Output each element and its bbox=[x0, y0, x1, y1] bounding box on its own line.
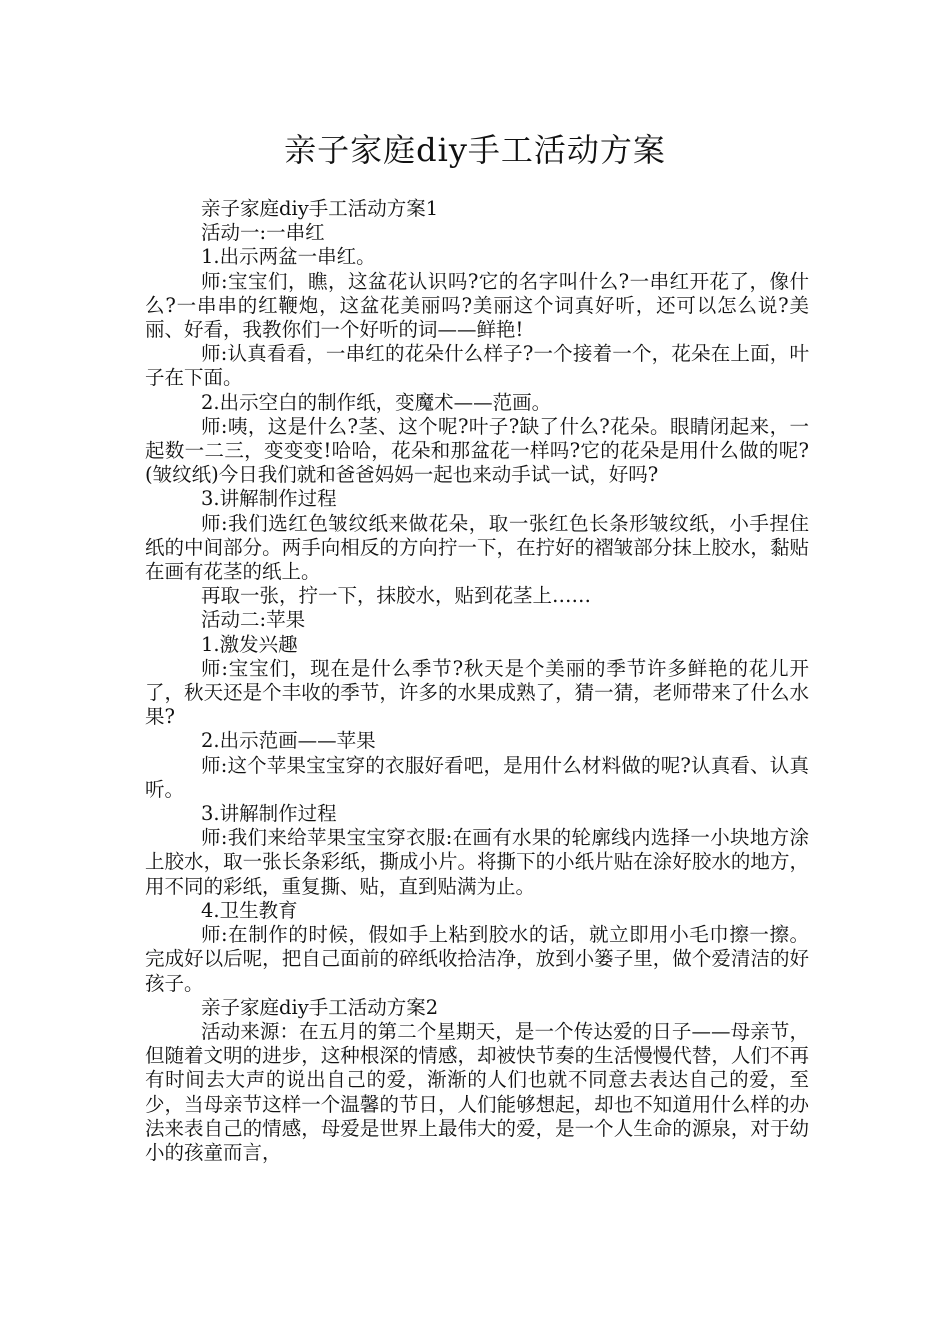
document-body bbox=[145, 197, 809, 1165]
paragraph: 再取一张，拧一下，抹胶水，贴到花茎上…… bbox=[201, 584, 592, 608]
paragraph: 师:这个苹果宝宝穿的衣服好看吧，是用什么材料做的呢?认真看、认真听。 bbox=[145, 753, 809, 801]
paragraph: 1.出示两盆一串红。 bbox=[201, 245, 376, 269]
paragraph: 师:我们来给苹果宝宝穿衣服:在画有水果的轮廓线内选择一小块地方涂上胶水，取一张长条彩纸，撕成小片。将撕下的小纸片贴在涂好胶水的地方，用不同的彩纸，重复撕、贴，直到贴满为止。 bbox=[145, 826, 809, 898]
paragraph: 2.出示空白的制作纸，变魔术——范画。 bbox=[201, 390, 552, 414]
paragraph-plan2-heading: 亲子家庭diy手工活动方案2 bbox=[201, 995, 439, 1019]
paragraph: 4.卫生教育 bbox=[201, 898, 298, 922]
paragraph: 2.出示范画——苹果 bbox=[201, 729, 376, 753]
paragraph: 师:在制作的时候，假如手上粘到胶水的话，就立即用小毛巾擦一擦。完成好以后呢，把自己面前的碎纸收拾洁净，放到小篓子里，做个爱清洁的好孩子。 bbox=[145, 923, 809, 995]
paragraph-activity1-heading: 活动一:一串红 bbox=[201, 221, 325, 245]
paragraph: 1.激发兴趣 bbox=[201, 632, 298, 656]
paragraph: 师:宝宝们，现在是什么季节?秋天是个美丽的季节许多鲜艳的花儿开了，秋天还是个丰收的季节，许多的水果成熟了，猜一猜，老师带来了什么水果? bbox=[145, 656, 809, 729]
paragraph: 3.讲解制作过程 bbox=[201, 487, 337, 511]
paragraph: 师:我们选红色皱纹纸来做花朵，取一张红色长条形皱纹纸，小手捏住纸的中间部分。两手向相反的方向拧一下，在拧好的褶皱部分抹上胶水，黏贴在画有花茎的纸上。 bbox=[145, 511, 809, 584]
paragraph-activity2-heading: 活动二:苹果 bbox=[201, 608, 306, 632]
document-title: 亲子家庭diy手工活动方案 bbox=[284, 131, 666, 169]
paragraph-plan1-heading: 亲子家庭diy手工活动方案1 bbox=[201, 197, 439, 220]
paragraph: 3.讲解制作过程 bbox=[201, 802, 337, 826]
paragraph: 师:宝宝们，瞧，这盆花认识吗?它的名字叫什么?一串红开花了，像什么?一串串的红鞭炮，这盆花美丽吗?美丽这个词真好听，还可以怎么说?美丽、好看，我教你们一个好听的词——鲜艳! bbox=[145, 269, 809, 342]
paragraph: 活动来源：在五月的第二个星期天，是一个传达爱的日子——母亲节，但随着文明的进步，这种根深的情感，却被快节奏的生活慢慢代替，人们不再有时间去大声的说出自己的爱，渐渐的人们也就不同意去表达自己的爱，至少，当母亲节这样一个温馨的节日，人们能够想起，却也不知道用什么样的办法来表自己的情感，母爱是世界上最伟大的爱，是一个人生命的源泉，对于幼小的孩童而言， bbox=[145, 1019, 809, 1164]
paragraph: 师:认真看看，一串红的花朵什么样子?一个接着一个，花朵在上面，叶子在下面。 bbox=[145, 342, 809, 390]
paragraph: 师:咦，这是什么?茎、这个呢?叶子?缺了什么?花朵。眼睛闭起来，一起数一二三，变变变!哈哈，花朵和那盆花一样吗?它的花朵是用什么做的呢?(皱纹纸)今日我们就和爸爸妈妈一起也来动手试一试，好吗? bbox=[145, 414, 809, 487]
